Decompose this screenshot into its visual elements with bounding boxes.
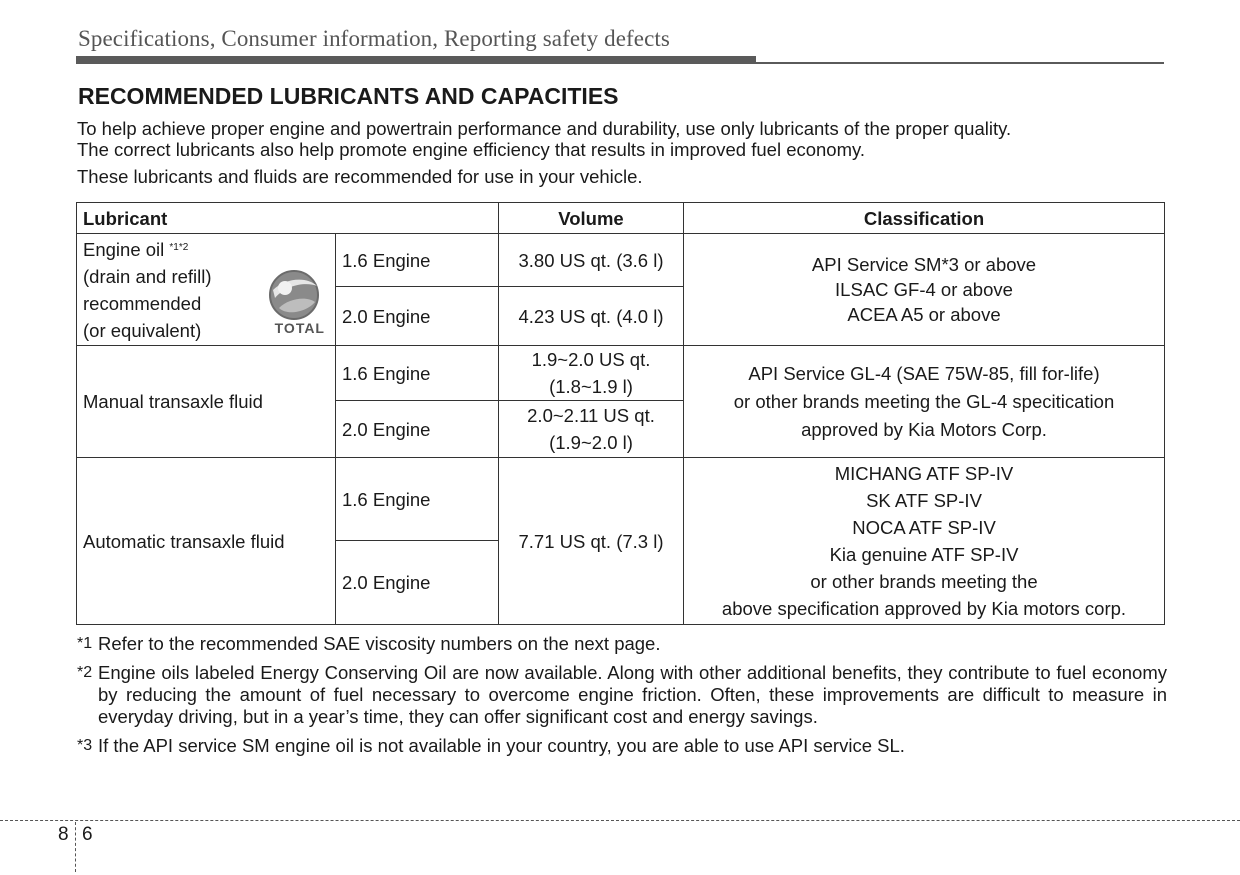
automatic-class-line-6: above specification approved by Kia motors corp. bbox=[721, 598, 1127, 619]
engine-oil-line-3: recommended bbox=[83, 292, 202, 314]
manual-class-line-3: approved by Kia Motors Corp. bbox=[801, 418, 1047, 440]
engine-oil-marks: *1*2 bbox=[169, 241, 189, 253]
page-number: 6 bbox=[82, 824, 93, 845]
chapter-number: 8 bbox=[58, 824, 69, 845]
footnote-1-text: Refer to the recommended SAE viscosity numbers on the next page. bbox=[98, 633, 661, 654]
engine-oil-line-4: (or equivalent) bbox=[83, 319, 202, 341]
intro-line-3: These lubricants and fluids are recommended for use in your vehicle. bbox=[77, 166, 643, 187]
intro-line-1: To help achieve proper engine and powertrain performance and durability, use only lubricants of the proper quality. bbox=[77, 118, 1012, 139]
automatic-class-line-4: Kia genuine ATF SP-IV bbox=[829, 544, 1019, 565]
footnote-3-mark: *3 bbox=[77, 737, 93, 754]
footnote-1 bbox=[77, 633, 1167, 655]
manual-row1-engine: 1.6 Engine bbox=[336, 346, 499, 401]
engine-oil-class-line-1: API Service SM*3 or above bbox=[811, 254, 1037, 275]
header-lubricant: Lubricant bbox=[77, 203, 499, 234]
manual-class-line-1: API Service GL-4 (SAE 75W-85, fill for-life) bbox=[748, 362, 1100, 384]
automatic-class-line-2: SK ATF SP-IV bbox=[866, 490, 982, 511]
automatic-volume: 7.71 US qt. (7.3 l) bbox=[499, 458, 684, 625]
footnotes bbox=[77, 633, 1167, 764]
footer-dashed-line bbox=[0, 820, 1240, 821]
footer-dashed-divider bbox=[75, 822, 76, 872]
total-logo-text: TOTAL bbox=[274, 320, 325, 336]
engine-oil-line-2: (drain and refill) bbox=[83, 265, 212, 287]
manual-row2-volume-line-2: (1.9~2.0 l) bbox=[549, 432, 633, 453]
header-classification: Classification bbox=[684, 203, 1165, 234]
engine-oil-class-line-3: ACEA A5 or above bbox=[847, 304, 1001, 325]
manual-row2-volume bbox=[499, 401, 684, 458]
automatic-row2-engine: 2.0 Engine bbox=[336, 541, 499, 625]
lubricants-table bbox=[76, 202, 1165, 625]
automatic-class-line-5: or other brands meeting the bbox=[810, 571, 1038, 592]
manual-row1-volume-line-1: 1.9~2.0 US qt. bbox=[531, 349, 651, 370]
engine-oil-row1-volume: 3.80 US qt. (3.6 l) bbox=[499, 234, 684, 287]
automatic-class-line-3: NOCA ATF SP-IV bbox=[852, 517, 996, 538]
manual-row2-volume-line-1: 2.0~2.11 US qt. bbox=[527, 405, 655, 426]
manual-classification bbox=[684, 346, 1165, 458]
automatic-classification bbox=[684, 458, 1165, 625]
table-header-row bbox=[77, 203, 1165, 234]
footnote-3 bbox=[77, 735, 1167, 757]
automatic-label: Automatic transaxle fluid bbox=[77, 458, 336, 625]
engine-oil-row2-volume: 4.23 US qt. (4.0 l) bbox=[499, 287, 684, 346]
table-row bbox=[77, 234, 1165, 287]
footnote-2-text: Engine oils labeled Energy Conserving Oil are now available. Along with other additional benefits, they contribute to fuel economy by reducing the amount of fuel necessary to overcome engine friction. Often, these improvements are difficult to measure in everyday driving, but in a year’s time, they can offer significant cost and energy savings. bbox=[98, 662, 1167, 727]
header-bar bbox=[76, 56, 756, 64]
engine-oil-classification bbox=[684, 234, 1165, 346]
page-title: RECOMMENDED LUBRICANTS AND CAPACITIES bbox=[78, 83, 619, 109]
manual-label: Manual transaxle fluid bbox=[77, 346, 336, 458]
manual-row2-engine: 2.0 Engine bbox=[336, 401, 499, 458]
table-row bbox=[77, 458, 1165, 541]
table-row bbox=[77, 346, 1165, 401]
manual-row1-volume-line-2: (1.8~1.9 l) bbox=[549, 376, 633, 397]
footnote-3-text: If the API service SM engine oil is not available in your country, you are able to use API service SL. bbox=[98, 735, 905, 756]
engine-oil-label-cell bbox=[77, 234, 336, 346]
automatic-row1-engine: 1.6 Engine bbox=[336, 458, 499, 541]
engine-oil-label bbox=[83, 236, 329, 344]
engine-oil-class-line-2: ILSAC GF-4 or above bbox=[835, 279, 1013, 300]
manual-row1-volume bbox=[499, 346, 684, 401]
intro-paragraph bbox=[77, 118, 1165, 160]
automatic-class-line-1: MICHANG ATF SP-IV bbox=[834, 463, 1014, 484]
engine-oil-title: Engine oil bbox=[83, 238, 165, 260]
engine-oil-row1-engine: 1.6 Engine bbox=[336, 234, 499, 287]
intro-line-2: The correct lubricants also help promote engine efficiency that results in improved fuel economy. bbox=[77, 139, 866, 160]
header-rule bbox=[756, 62, 1164, 64]
header-volume: Volume bbox=[499, 203, 684, 234]
footnote-2 bbox=[77, 662, 1167, 728]
engine-oil-row2-engine: 2.0 Engine bbox=[336, 287, 499, 346]
footnote-2-mark: *2 bbox=[77, 664, 93, 681]
footnote-1-mark: *1 bbox=[77, 635, 93, 652]
section-header: Specifications, Consumer information, Reporting safety defects bbox=[78, 26, 670, 51]
manual-class-line-2: or other brands meeting the GL-4 specitication bbox=[733, 390, 1115, 412]
